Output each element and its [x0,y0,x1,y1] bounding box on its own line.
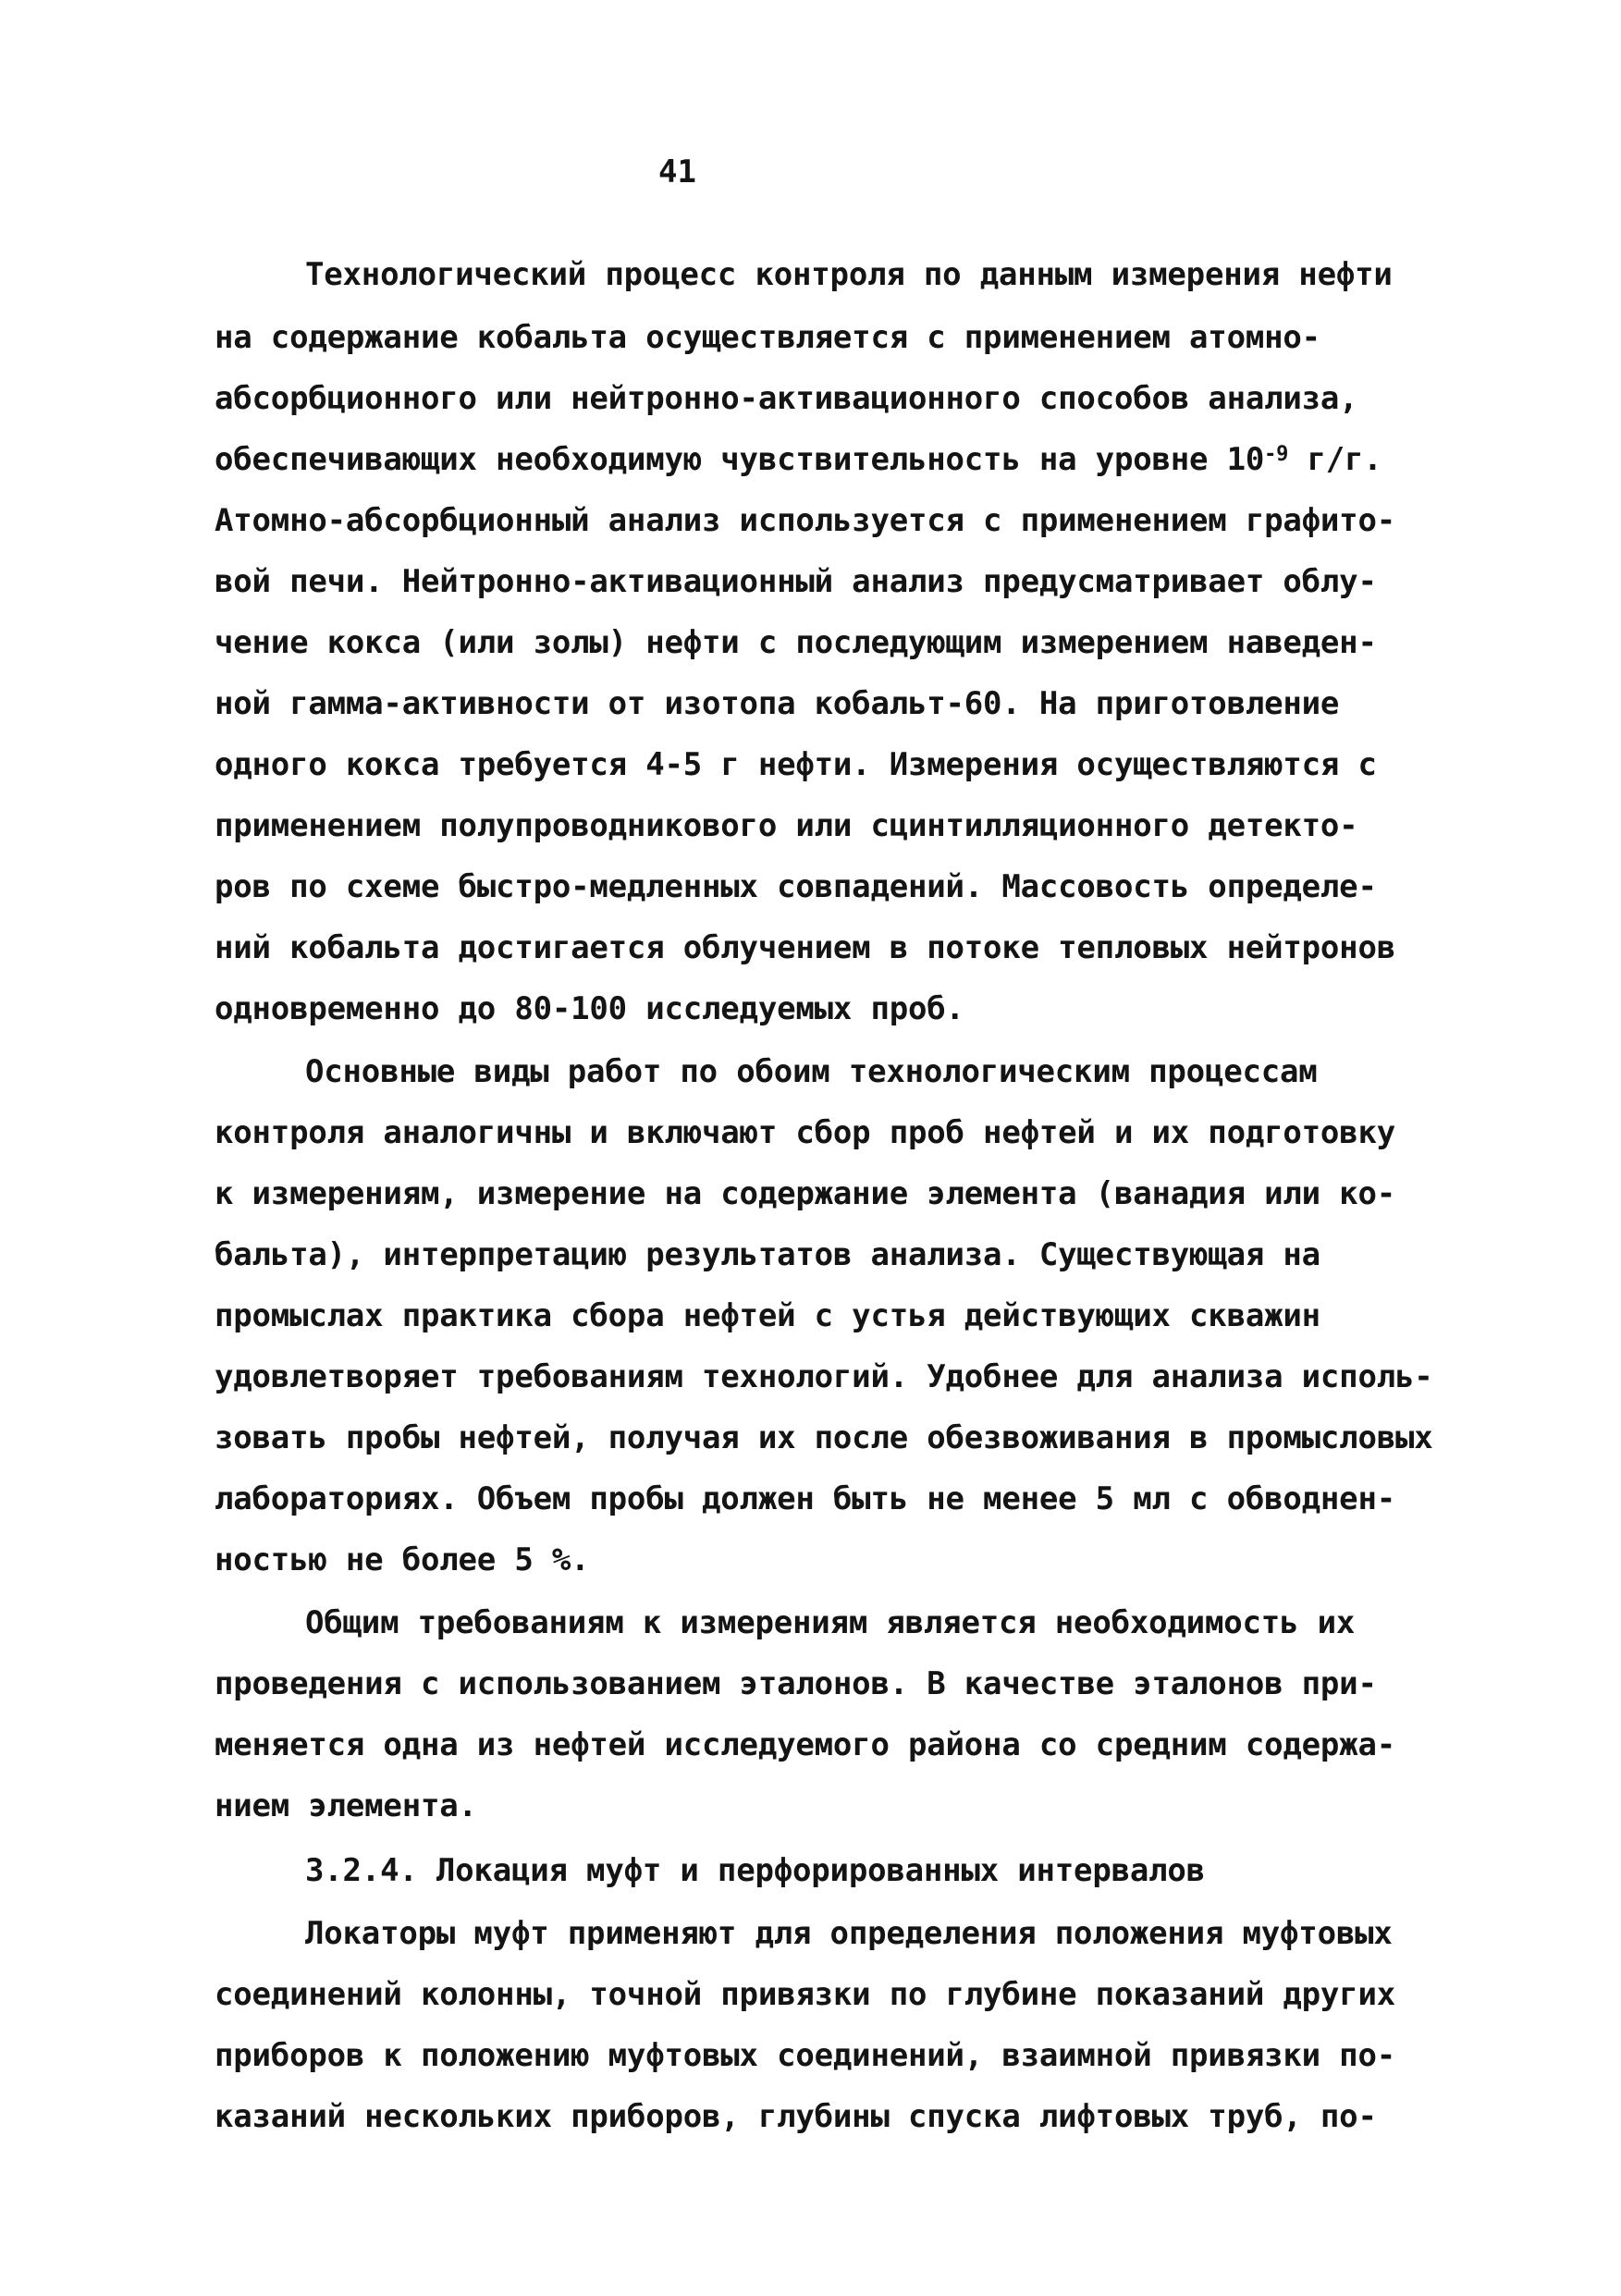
sensitivity-unit: г/г. [1288,441,1382,478]
text-line: соединений колонны, точной привязки по глубине показаний других [215,1976,1395,2013]
text-line: промыслах практика сбора нефтей с устья действующих скважин [215,1297,1320,1334]
text-line: проведения с использованием эталонов. В качестве эталонов при- [215,1665,1377,1702]
text-line: лабораториях. Объем пробы должен быть не менее 5 мл с обводнен- [215,1480,1395,1517]
text-line: приборов к положению муфтовых соединений, взаимной привязки по- [215,2037,1395,2074]
text-line: применением полупроводникового или сцинтилляционного детекто- [215,807,1358,844]
text-line: ров по схеме быстро-медленных совпадений. Массовость определе- [215,868,1377,905]
text-line: Локаторы муфт применяют для определения положения муфтовых [305,1915,1393,1952]
text-line: ной гамма-активности от изотопа кобальт-60. На приготовление [215,685,1340,722]
text-line: удовлетворяет требованиям технологий. Удобнее для анализа исполь- [215,1358,1433,1395]
text-line: на содержание кобальта осуществляется с применением атомно- [215,319,1320,356]
text-line: ностью не более 5 %. [215,1541,590,1578]
text-line: бальта), интерпретацию результатов анализа. Существующая на [215,1236,1320,1273]
section-heading: 3.2.4. Локация муфт и перфорированных интервалов [305,1852,1205,1889]
text-line: Атомно-абсорбционный анализ используется с применением графито- [215,502,1395,539]
text-line: контроля аналогичны и включают сбор проб нефтей и их подготовку [215,1114,1395,1151]
text-line: зовать пробы нефтей, получая их после обезвоживания в промысловых [215,1419,1433,1456]
text-line: вой печи. Нейтронно-активационный анализ предусматривает облу- [215,563,1377,600]
text-line: одного кокса требуется 4-5 г нефти. Измерения осуществляются с [215,746,1377,783]
text-line: нием элемента. [215,1787,477,1824]
text-line: Общим требованиям к измерениям является необходимость их [305,1604,1356,1641]
text-line: одновременно до 80-100 исследуемых проб. [215,990,964,1027]
text-line: абсорбционного или нейтронно-активационного способов анализа, [215,380,1358,417]
text-line: Технологический процесс контроля по данным измерения нефти [305,256,1393,293]
text-line [215,441,1382,478]
text-line: Основные виды работ по обоим технологическим процессам [305,1053,1318,1090]
sensitivity-exponent: -9 [1264,443,1289,466]
text-fragment: обеспечивающих необходимую чувствительность на уровне 10 [215,441,1265,478]
text-line: к измерениям, измерение на содержание элемента (ванадия или ко- [215,1175,1395,1212]
text-line: ний кобальта достигается облучением в потоке тепловых нейтронов [215,929,1395,966]
page-number: 41 [658,153,696,190]
text-line: меняется одна из нефтей исследуемого района со средним содержа- [215,1726,1395,1763]
text-line: казаний нескольких приборов, глубины спуска лифтовых труб, по- [215,2098,1377,2135]
text-line: чение кокса (или золы) нефти с последующим измерением наведен- [215,624,1377,661]
